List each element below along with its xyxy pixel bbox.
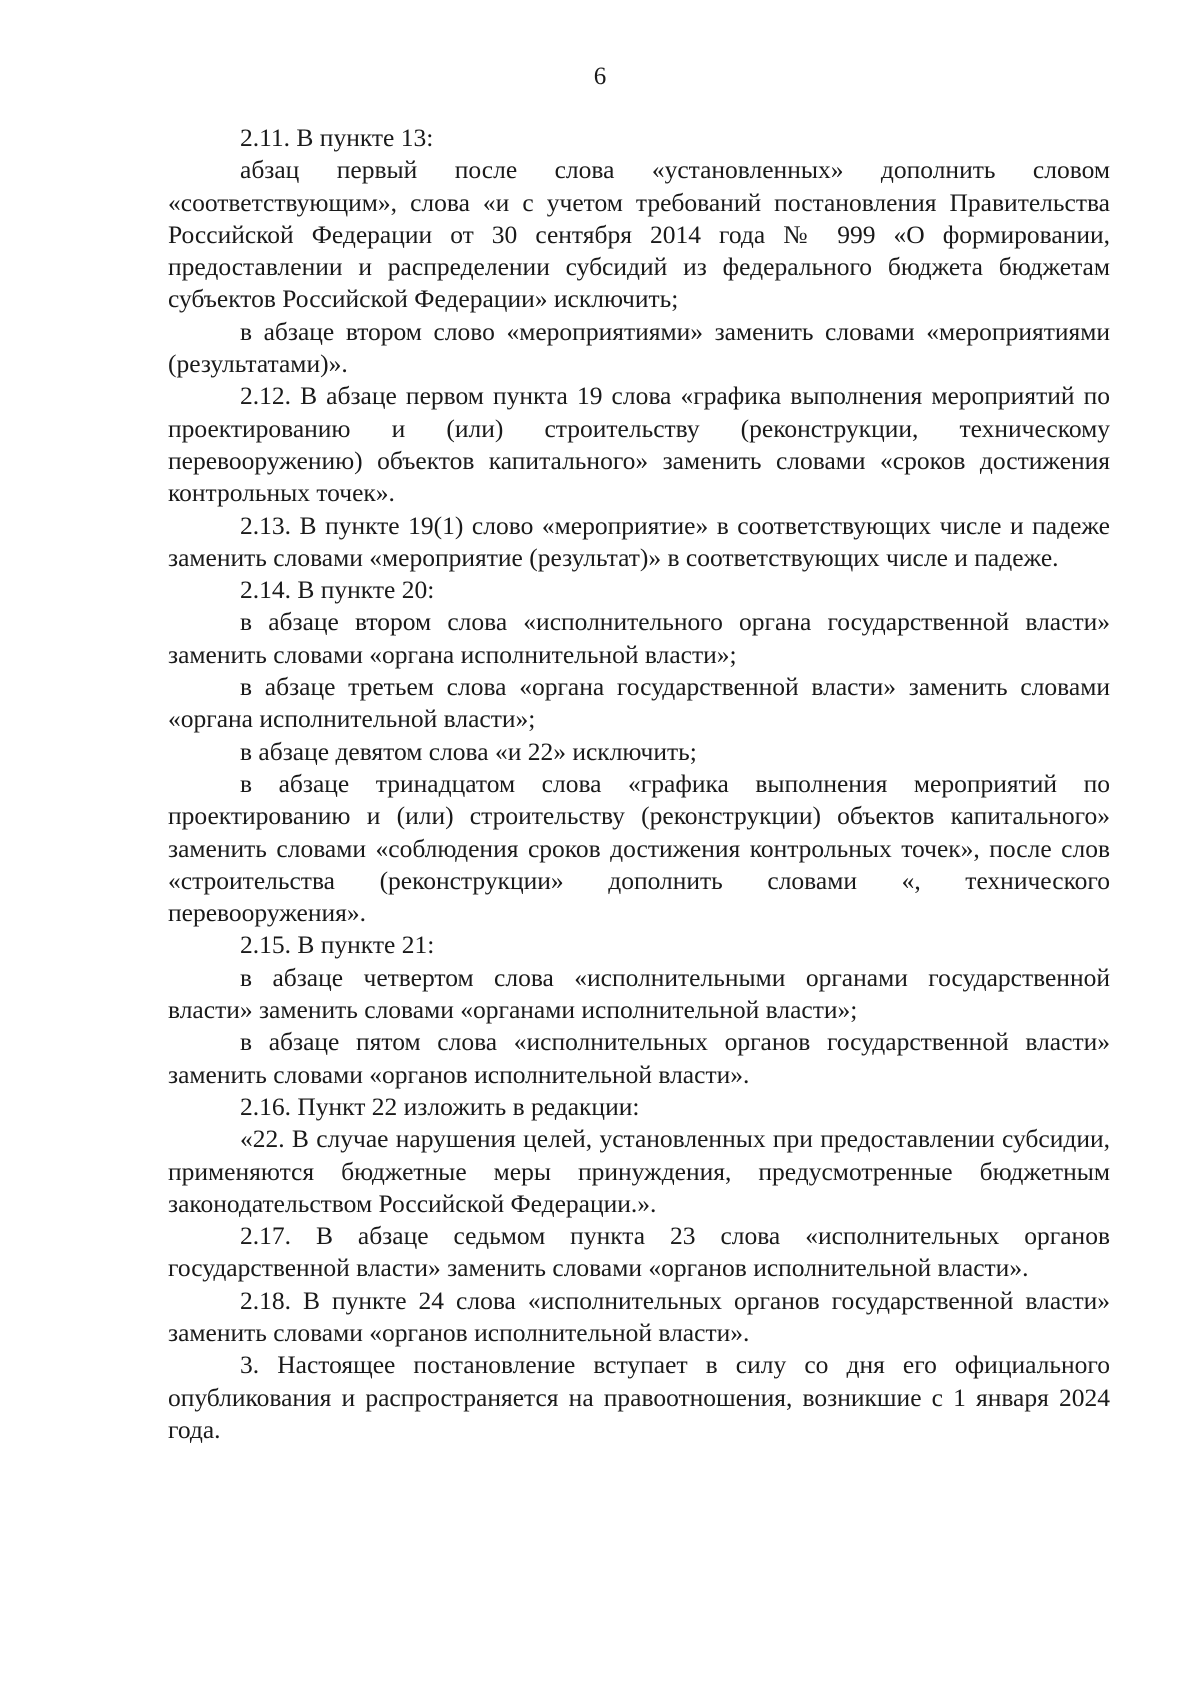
paragraph-2-14-ninth: в абзаце девятом слова «и 22» исключить; <box>240 736 697 766</box>
paragraph-2-15-fifth: в абзаце пятом слова «исполнительных органов государственной власти» заменить словами «органов исполнительной власти». <box>168 1027 1110 1089</box>
paragraph-2-15: 2.15. В пункте 21: <box>240 930 435 960</box>
paragraph-2-15-fourth: в абзаце четвертом слова «исполнительными органами государственной власти» заменить словами «органами исполнительной власти»; <box>168 962 1110 1025</box>
paragraph-3: 3. Настоящее постановление вступает в силу со дня его официального опубликования и распространяется на правоотношения, возникшие с 1 января 2024 года. <box>168 1350 1110 1444</box>
document-body <box>168 122 1110 1446</box>
paragraph-2-14-third: в абзаце третьем слова «органа государственной власти» заменить словами «органа исполнительной власти»; <box>168 672 1110 734</box>
paragraph-2-17: 2.17. В абзаце седьмом пункта 23 слова «исполнительных органов государственной власти» заменить словами «органов исполнительной власти». <box>168 1221 1110 1283</box>
paragraph-2-11-first: абзац первый после слова «установленных» дополнить словом «соответствующим», слова «и с учетом требований постановления Правительства Российской Федерации от 30 сентября 2014 года № 999 «О формировании, предоставлении и распределении субсидий из федерального бюджета бюджетам субъектов Российской Федерации» исключить; <box>168 155 1110 314</box>
paragraph-2-16-quote: «22. В случае нарушения целей, установленных при предоставлении субсидии, применяются бюджетные меры принуждения, предусмотренные бюджетным законодательством Российской Федерации.». <box>168 1124 1110 1218</box>
paragraph-2-11: 2.11. В пункте 13: <box>240 123 434 152</box>
page-number: 6 <box>593 63 607 90</box>
paragraph-2-13: 2.13. В пункте 19(1) слово «мероприятие» в соответствующих числе и падеже заменить словами «мероприятие (результат)» в соответствующих числе и падеже. <box>168 510 1110 572</box>
paragraph-2-16: 2.16. Пункт 22 изложить в редакции: <box>240 1091 640 1121</box>
paragraph-2-14-thirteenth: в абзаце тринадцатом слова «графика выполнения мероприятий по проектированию и (или) строительству (реконструкции) объектов капитального» заменить словами «соблюдения сроков достижения контрольных точек», после слов «строительства (реконструкции» дополнить словами «, технического перевооружения». <box>168 768 1110 928</box>
paragraph-2-12: 2.12. В абзаце первом пункта 19 слова «графика выполнения мероприятий по проектированию и (или) строительству (реконструкции, техническому перевооружению) объектов капитального» заменить словами «сроков достижения контрольных точек». <box>168 381 1110 508</box>
paragraph-2-14-second: в абзаце втором слова «исполнительного органа государственной власти» заменить словами «органа исполнительной власти»; <box>168 607 1110 669</box>
paragraph-2-14: 2.14. В пункте 20: <box>240 575 435 605</box>
paragraph-2-18: 2.18. В пункте 24 слова «исполнительных органов государственной власти» заменить словами «органов исполнительной власти». <box>168 1285 1110 1347</box>
paragraph-2-11-second: в абзаце втором слово «мероприятиями» заменить словами «мероприятиями (результатами)». <box>168 316 1110 379</box>
